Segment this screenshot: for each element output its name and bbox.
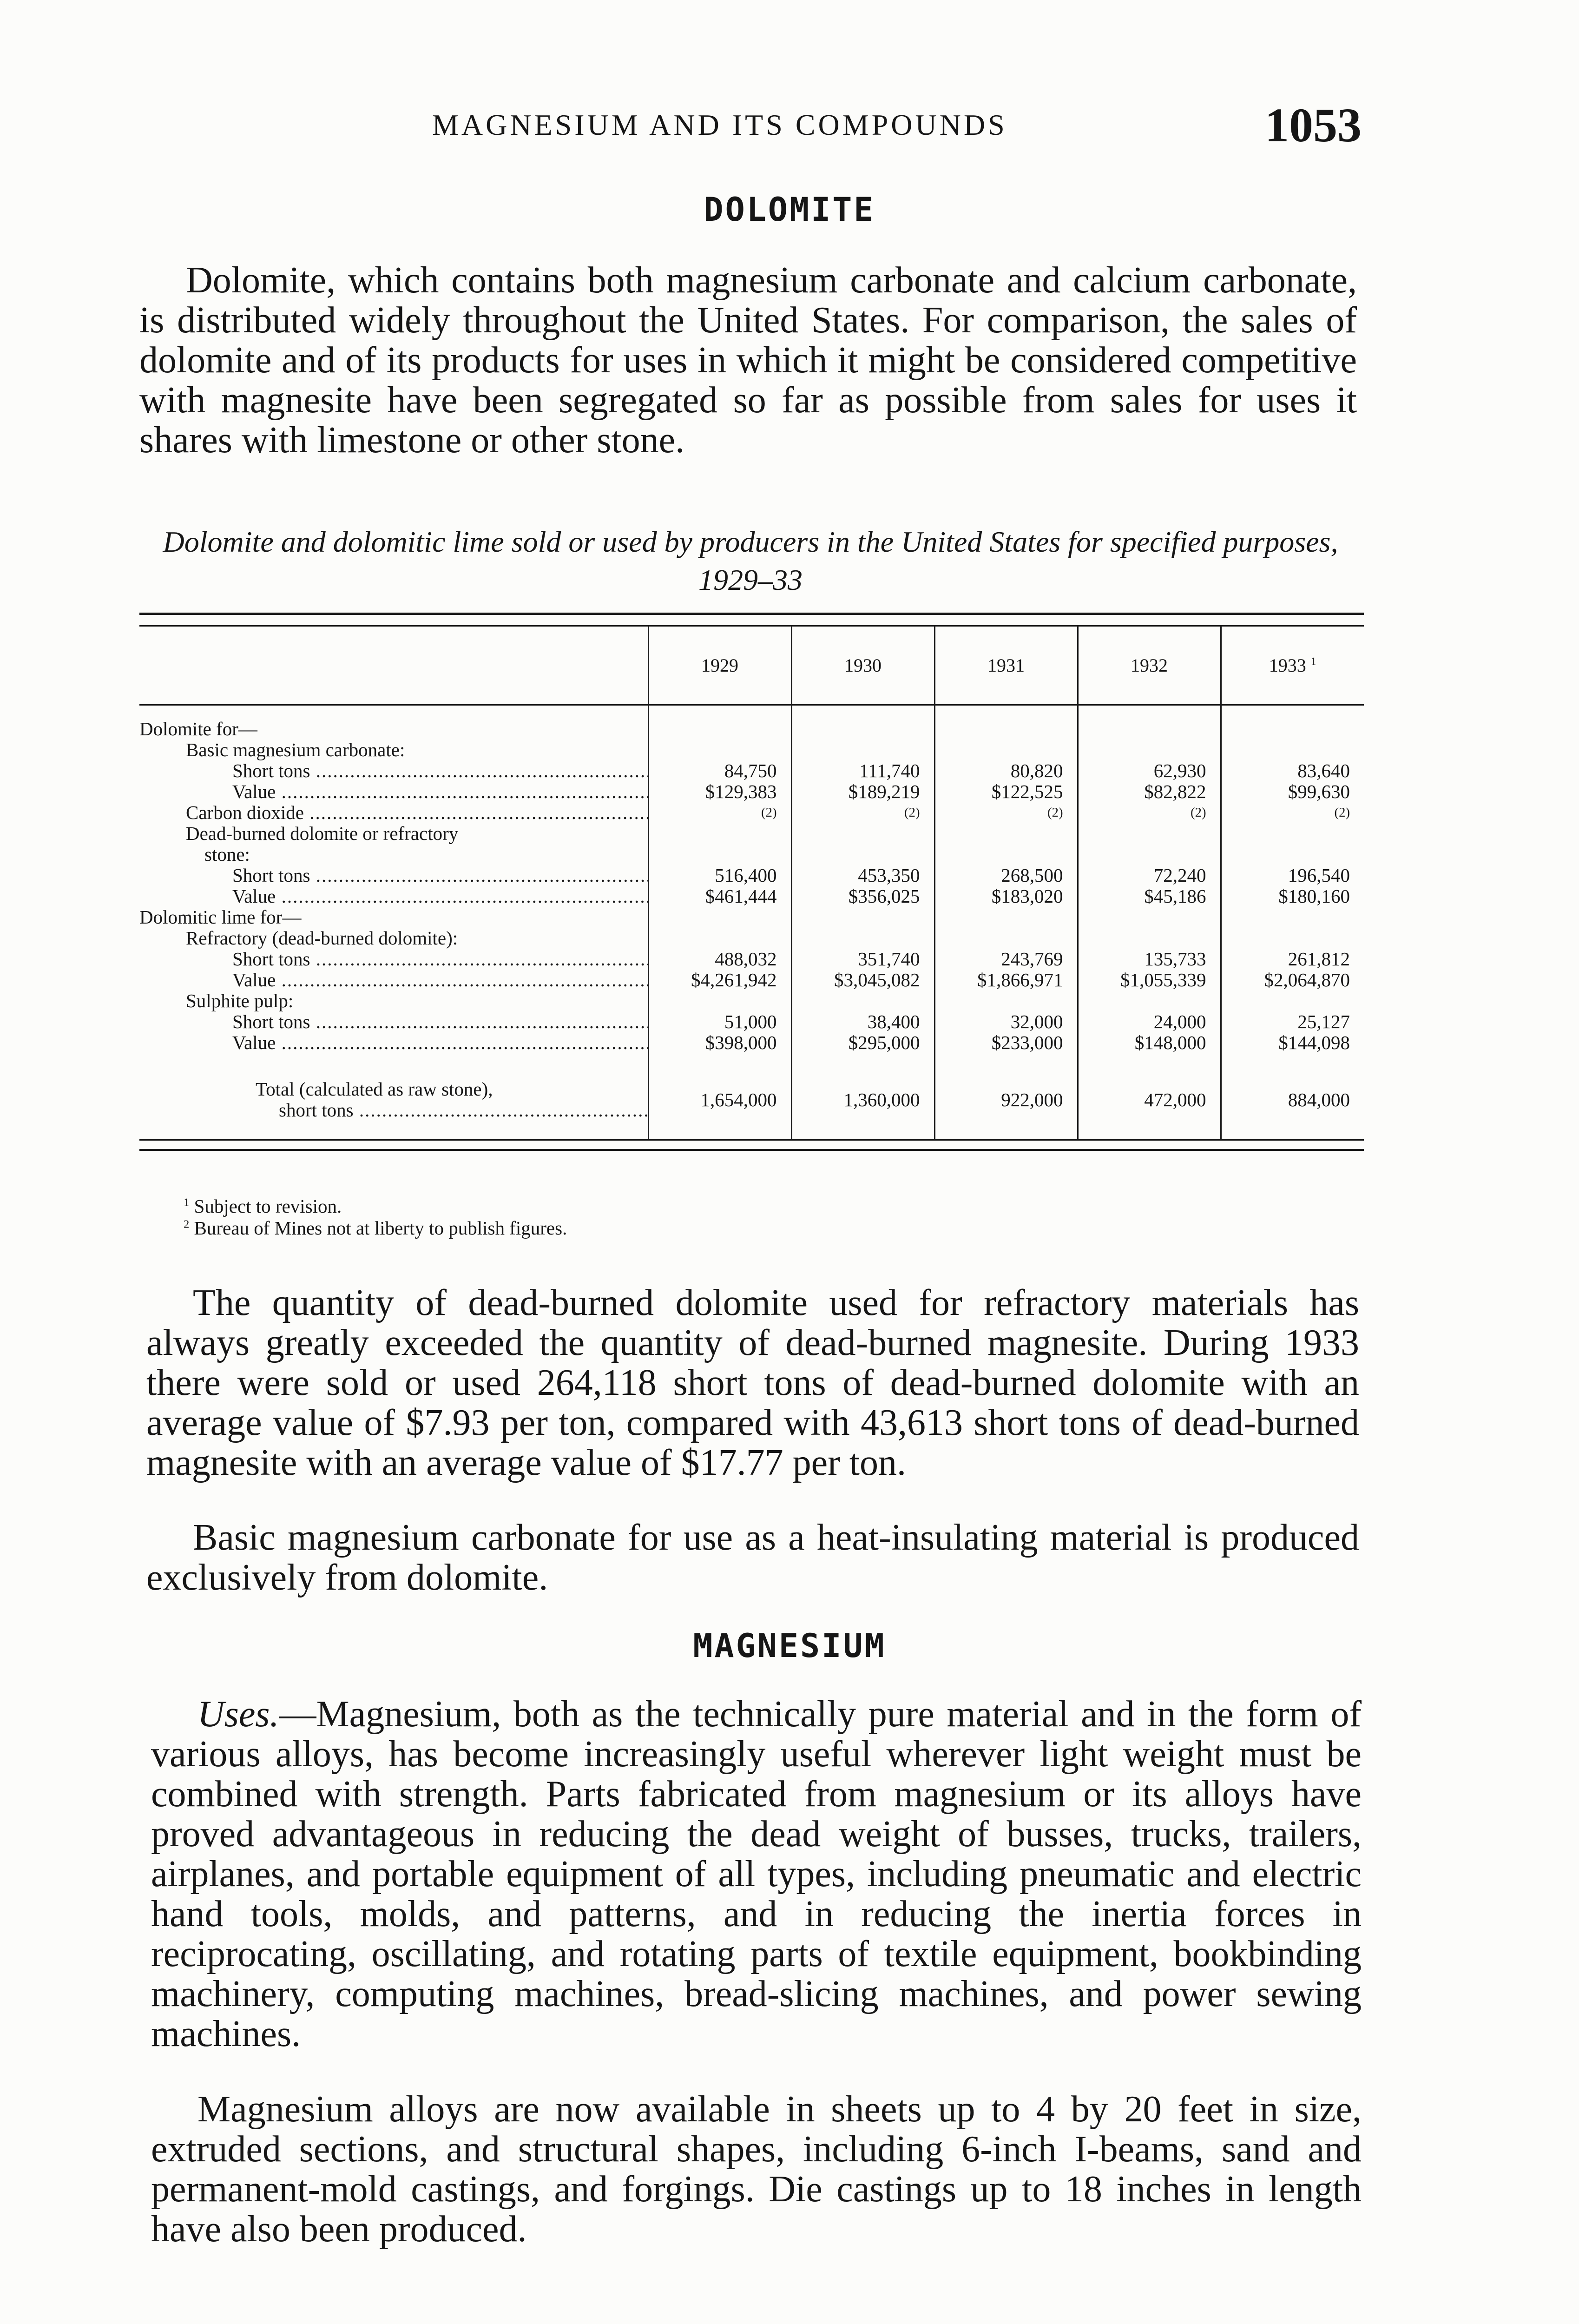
table-cell: 38,400	[791, 1011, 934, 1032]
year-header: 1929	[648, 627, 791, 705]
table-cell: 268,500	[934, 865, 1078, 886]
stub-header	[139, 627, 648, 705]
table-row	[139, 760, 1364, 781]
dolomite-table	[139, 613, 1364, 1151]
table-cell: $398,000	[648, 1032, 791, 1053]
table-cell: 51,000	[648, 1011, 791, 1032]
table-cell: $1,055,339	[1078, 970, 1221, 990]
table-cell: 62,930	[1078, 760, 1221, 781]
table-row	[139, 928, 1364, 949]
table-cell: $180,160	[1221, 886, 1364, 907]
footnote-2: $^2$ Bureau of Mines not at liberty to publish figures.	[184, 1217, 567, 1239]
table-cell: 24,000	[1078, 1011, 1221, 1032]
table-cell: 111,740	[791, 760, 934, 781]
page-number: 1053	[1265, 99, 1362, 152]
row-label: Refractory (dead-burned dolomite):	[186, 928, 458, 949]
table-row	[139, 844, 1364, 865]
section-heading-magnesium: MAGNESIUM	[693, 1627, 886, 1665]
table-top-rule	[139, 613, 1364, 615]
basic-carbonate-paragraph: Basic magnesium carbonate for use as a heat-insulating material is produced exclusively from dolomite.	[146, 1517, 1359, 1598]
table-cell: 80,820	[934, 760, 1078, 781]
row-label: Value	[232, 886, 276, 907]
row-label: Carbon dioxide	[186, 802, 304, 823]
table-cell: (2)	[791, 802, 934, 823]
table-cell: $99,630	[1221, 781, 1364, 802]
table-row	[139, 949, 1364, 970]
row-label: Sulphite pulp:	[186, 990, 294, 1011]
year-header: 1932	[1078, 627, 1221, 705]
table-cell: 453,350	[791, 865, 934, 886]
table-cell: 488,032	[648, 949, 791, 970]
table-row	[139, 802, 1364, 823]
row-label: Value	[232, 1032, 276, 1053]
table-cell: 351,740	[791, 949, 934, 970]
year-header: 1931	[934, 627, 1078, 705]
uses-paragraph	[151, 1694, 1362, 2054]
section-heading-dolomite: DOLOMITE	[704, 191, 875, 229]
footnote-mark: 1	[1310, 655, 1316, 668]
table-cell: 32,000	[934, 1011, 1078, 1032]
table-row	[139, 970, 1364, 990]
table-cell: $82,822	[1078, 781, 1221, 802]
table-row	[139, 990, 1364, 1011]
row-label: Basic magnesium carbonate:	[186, 739, 405, 760]
row-label: Short tons	[232, 760, 310, 781]
table-bottom-rule	[139, 1149, 1364, 1151]
table-cell: 472,000	[1078, 1053, 1221, 1140]
table-cell: $356,025	[791, 886, 934, 907]
table-row	[139, 719, 1364, 739]
uses-label: Uses.	[197, 1694, 279, 1735]
table-row	[139, 907, 1364, 928]
row-label: Short tons	[232, 949, 310, 970]
table-cell: 884,000	[1221, 1053, 1364, 1140]
table-cell: $183,020	[934, 886, 1078, 907]
table-row	[139, 1032, 1364, 1053]
running-title: MAGNESIUM AND ITS COMPOUNDS	[432, 108, 1007, 141]
table-cell: 516,400	[648, 865, 791, 886]
table-cell: 196,540	[1221, 865, 1364, 886]
table-row	[139, 886, 1364, 907]
table-header-row	[139, 627, 1364, 705]
row-label: Value	[232, 970, 276, 990]
year-header: 1930	[791, 627, 934, 705]
table-cell: (2)	[1221, 802, 1364, 823]
table-row	[139, 1011, 1364, 1032]
row-label: stone:	[204, 844, 250, 865]
table-caption: Dolomite and dolomitic lime sold or used by producers in the United States for specified purposes, 1929–33	[163, 525, 1338, 596]
row-label: short tons	[279, 1099, 354, 1121]
dead-burned-paragraph: The quantity of dead-burned dolomite used for refractory materials has always greatly exceeded the quantity of dead-burned magnesite. During 1933 there were sold or used 264,118 short tons of dead-burned dolomite with an average value of $7.93 per ton, compared with 43,613 short tons of dead-burned magnesite with an average value of $17.77 per ton.	[146, 1282, 1359, 1483]
dolomite-intro-paragraph: Dolomite, which contains both magnesium carbonate and calcium carbonate, is distributed widely throughout the United States. For comparison, the sales of dolomite and of its products for uses in which it might be considered competitive with magnesite have been segregated so far as possible from sales for uses it shares with limestone or other stone.	[139, 260, 1357, 461]
table-cell: 25,127	[1221, 1011, 1364, 1032]
table-cell: 922,000	[934, 1053, 1078, 1140]
table-cell: (2)	[648, 802, 791, 823]
uses-text: —Magnesium, both as the technically pure material and in the form of various alloys, has become increasingly useful wherever light weight must be combined with strength. Parts fabricated from magnesium or its alloys have proved advantageous in reducing the dead weight of busses, trucks, trailers, airplanes, and portable equipment of all types, including pneumatic and electric hand tools, molds, and patterns, and in reducing the inertia forces in reciprocating, oscillating, and rotating parts of textile equipment, bookbinding machinery, computing machines, bread-slicing machines, and power sewing machines.	[151, 1694, 1362, 2054]
table-cell: 83,640	[1221, 760, 1364, 781]
table-cell: $1,866,971	[934, 970, 1078, 990]
table-row	[139, 781, 1364, 802]
table-cell: 261,812	[1221, 949, 1364, 970]
row-label: Value	[232, 781, 276, 802]
row-label: Dead-burned dolomite or refractory	[186, 823, 459, 844]
table-row	[139, 739, 1364, 760]
table-cell: $189,219	[791, 781, 934, 802]
data-table	[139, 627, 1364, 1141]
table-cell: $461,444	[648, 886, 791, 907]
row-label: Total (calculated as raw stone),	[256, 1078, 493, 1100]
table-cell: $144,098	[1221, 1032, 1364, 1053]
table-cell: $4,261,942	[648, 970, 791, 990]
table-row	[139, 823, 1364, 844]
year-header-1933: 1933 $^1$	[1221, 627, 1364, 705]
table-row	[139, 865, 1364, 886]
row-label: Dolomitic lime for—	[139, 907, 302, 928]
table-cell: 135,733	[1078, 949, 1221, 970]
row-label: Short tons	[232, 865, 310, 886]
table-cell: $2,064,870	[1221, 970, 1364, 990]
row-label: Dolomite for—	[139, 719, 257, 739]
table-cell: 1,654,000	[648, 1053, 791, 1140]
table-cell: $122,525	[934, 781, 1078, 802]
table-footnotes	[184, 1195, 567, 1239]
table-cell: $129,383	[648, 781, 791, 802]
alloys-paragraph: Magnesium alloys are now available in sheets up to 4 by 20 feet in size, extruded sections, and structural shapes, including 6-inch I-beams, sand and permanent-mold castings, and forgings. Die castings up to 18 inches in length have also been produced.	[151, 2089, 1362, 2250]
page-header	[139, 98, 1362, 153]
table-cell: 72,240	[1078, 865, 1221, 886]
table-cell: 243,769	[934, 949, 1078, 970]
table-cell: $148,000	[1078, 1032, 1221, 1053]
table-total-row	[139, 1053, 1364, 1140]
row-label: Short tons	[232, 1011, 310, 1032]
table-cell: (2)	[934, 802, 1078, 823]
table-cell: $45,186	[1078, 886, 1221, 907]
table-cell: $3,045,082	[791, 970, 934, 990]
table-cell: 1,360,000	[791, 1053, 934, 1140]
table-cell: 84,750	[648, 760, 791, 781]
footnote-1: $^1$ Subject to revision.	[184, 1195, 342, 1217]
table-cell: (2)	[1078, 802, 1221, 823]
table-cell: $233,000	[934, 1032, 1078, 1053]
table-cell: $295,000	[791, 1032, 934, 1053]
